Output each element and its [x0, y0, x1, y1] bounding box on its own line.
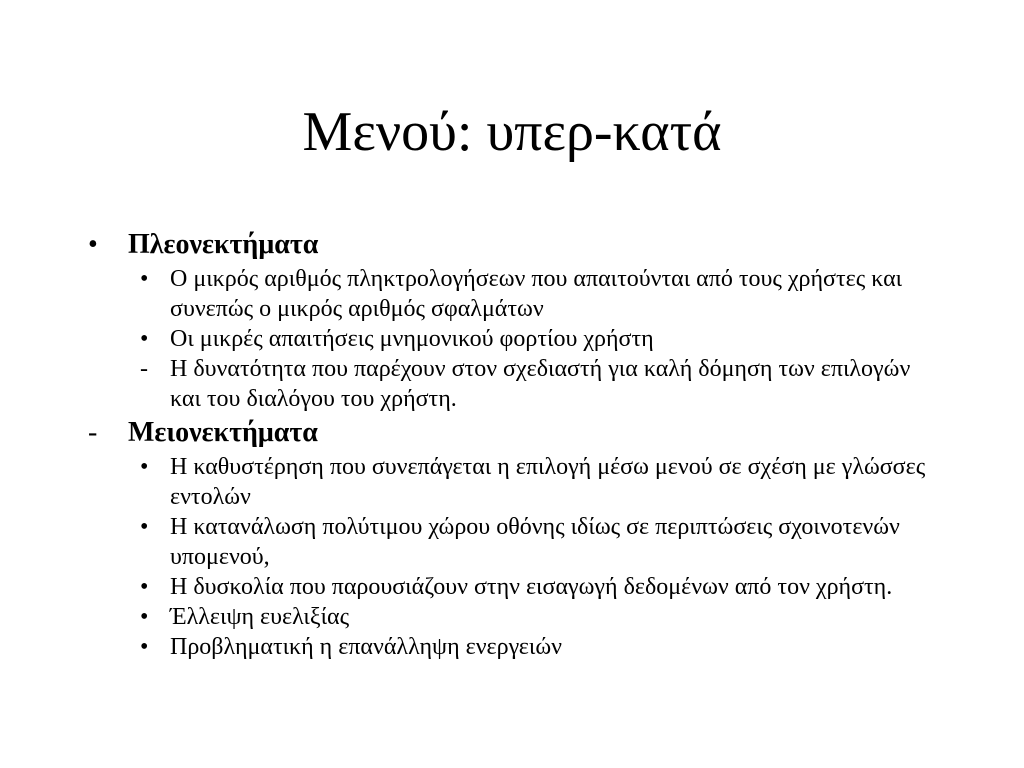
- list-item: [140, 324, 968, 354]
- list-item: [140, 512, 968, 572]
- section-heading-label: Πλεονεκτήματα: [128, 229, 319, 260]
- bullet-marker: •: [88, 229, 98, 260]
- list-item: [140, 602, 968, 632]
- bullet-marker: •: [140, 634, 149, 660]
- section-heading-advantages: [88, 226, 968, 264]
- dash-marker: -: [88, 417, 98, 448]
- list-item-text: Ο μικρός αριθμός πληκτρολογήσεων που απαιτούνται από τους χρήστες και συνεπώς ο μικρός αριθμός σφαλμάτων: [170, 266, 903, 322]
- list-item: [140, 572, 968, 602]
- list-item-text: Η δυνατότητα που παρέχουν στον σχεδιαστή για καλή δόμηση των επιλογών και του διαλόγου του χρήστη.: [170, 356, 911, 412]
- dash-marker: -: [140, 356, 148, 382]
- list-item-text: Έλλειψη ευελιξίας: [170, 604, 350, 630]
- bullet-marker: •: [140, 266, 149, 292]
- slide-title: Μενού: υπερ-κατά: [302, 101, 722, 163]
- bullet-marker: •: [140, 574, 149, 600]
- bullet-marker: •: [140, 604, 149, 630]
- list-item-text: Η δυσκολία που παρουσιάζουν στην εισαγωγή δεδομένων από τον χρήστη.: [170, 574, 893, 600]
- list-item: [140, 354, 968, 414]
- section-heading-disadvantages: [88, 414, 968, 452]
- slide-content: [88, 226, 968, 662]
- section-heading-label: Μειονεκτήματα: [128, 417, 318, 448]
- list-item: [140, 632, 968, 662]
- list-item-text: Προβληματική η επανάλληψη ενεργειών: [170, 634, 562, 660]
- list-item-text: Οι μικρές απαιτήσεις μνημονικού φορτίου χρήστη: [170, 326, 654, 352]
- bullet-marker: •: [140, 454, 149, 480]
- bullet-marker: •: [140, 326, 149, 352]
- bullet-marker: •: [140, 514, 149, 540]
- list-item: [140, 264, 968, 324]
- list-item: [140, 452, 968, 512]
- list-item-text: Η καθυστέρηση που συνεπάγεται η επιλογή μέσω μενού σε σχέση με γλώσσες εντολών: [170, 454, 926, 510]
- list-item-text: Η κατανάλωση πολύτιμου χώρου οθόνης ιδίως σε περιπτώσεις σχοινοτενών υπομενού,: [170, 514, 900, 570]
